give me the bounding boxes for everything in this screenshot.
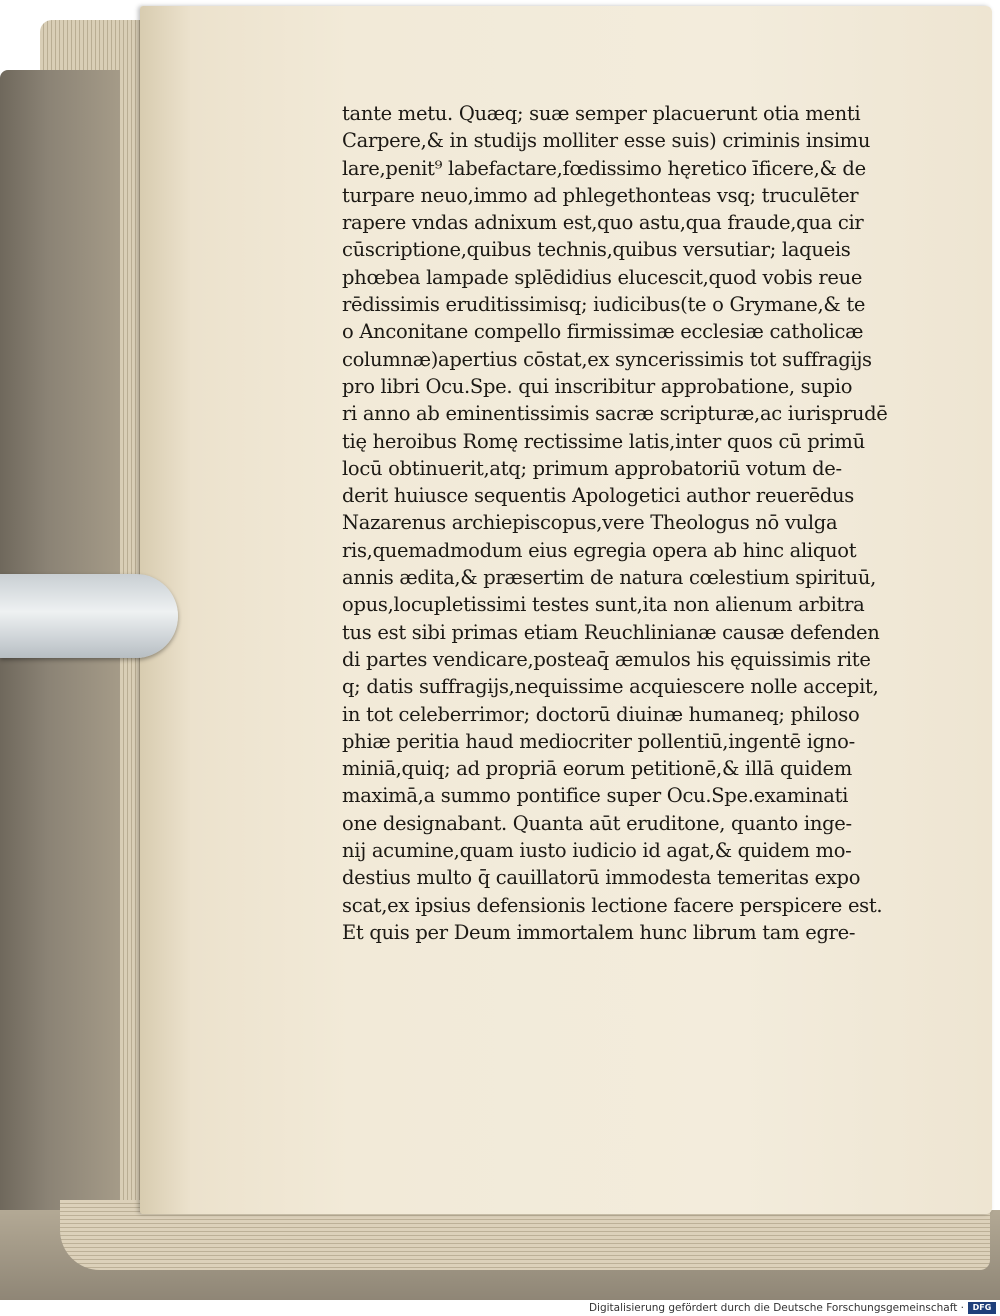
- dfg-logo: DFG: [968, 1302, 996, 1314]
- text-line: rēdissimis eruditissimisq; iudicibus(te o Grymane,& te: [342, 293, 866, 317]
- text-line: rapere vndas adnixum est,quo astu,qua fraude,qua cir: [342, 211, 864, 235]
- text-line: Et quis per Deum immortalem hunc librum tam egre-: [342, 920, 856, 944]
- text-line: q; datis suffragijs,nequissime acquiescere nolle accepit,: [342, 675, 879, 699]
- text-line: Carpere,& in studijs molliter esse suis) criminis insimu: [342, 129, 871, 153]
- text-line: scat,ex ipsius defensionis lectione facere perspicere est.: [342, 893, 883, 917]
- text-line: phiæ peritia haud mediocriter pollentiū,ingentē igno-: [342, 729, 855, 753]
- text-line: nij acumine,quam iusto iudicio id agat,& quidem mo-: [342, 839, 852, 863]
- text-line: annis ædita,& præsertim de natura cœlestium spirituū,: [342, 566, 877, 590]
- text-line: in tot celeberrimor; doctorū diuinæ humaneq; philoso: [342, 702, 860, 726]
- text-line: destius multo q̄ cauillatorū immodesta temeritas expo: [342, 866, 861, 890]
- text-line: tante metu. Quæq; suæ semper placuerunt otia menti: [342, 102, 861, 125]
- text-line: di partes vendicare,posteaq̄ æmulos his ęquissimis rite: [342, 647, 871, 671]
- text-line: maximā,a summo pontifice super Ocu.Spe.examinati: [342, 784, 849, 808]
- text-line: lare,penit⁹ labefactare,fœdissimo hęretico īficere,& de: [342, 156, 866, 180]
- text-line: one designabant. Quanta aūt eruditone, quanto inge-: [342, 811, 852, 835]
- digitization-credit: Digitalisierung gefördert durch die Deutsche Forschungsgemeinschaft ·: [588, 1302, 964, 1314]
- text-line: locū obtinuerit,atq; primum approbatoriū votum de-: [342, 456, 842, 480]
- page-text-block: [342, 100, 922, 946]
- text-line: phœbea lampade splēdidius elucescit,quod vobis reue: [342, 265, 863, 289]
- book-cover: [0, 70, 120, 1300]
- text-line: ris,quemadmodum eius egregia opera ab hinc aliquot: [342, 538, 857, 562]
- text-line: derit huiusce sequentis Apologetici author reuerēdus: [342, 484, 855, 508]
- text-line: turpare neuo,immo ad phlegethonteas vsq; truculēter: [342, 183, 859, 207]
- text-line: tus est sibi primas etiam Reuchlinianæ causæ defenden: [342, 620, 880, 644]
- text-line: columnæ)apertius cōstat,ex syncerissimis tot suffragijs: [342, 347, 872, 371]
- text-line: opus,locupletissimi testes sunt,ita non alienum arbitra: [342, 593, 865, 617]
- text-line: Nazarenus archiepiscopus,vere Theologus nō vulga: [342, 511, 838, 535]
- text-line: ri anno ab eminentissimis sacræ scripturæ,ac iurisprudē: [342, 402, 888, 426]
- text-line: pro libri Ocu.Spe. qui inscribitur approbatione, supio: [342, 374, 853, 398]
- text-line: o Anconitane compello firmissimæ ecclesiæ catholicæ: [342, 320, 864, 344]
- page-clamp: [0, 574, 178, 658]
- text-line: cūscriptione,quibus technis,quibus versutiar; laqueis: [342, 238, 851, 262]
- text-line: miniā,quiq; ad propriā eorum petitionē,& illā quidem: [342, 757, 852, 781]
- text-line: tię heroibus Romę rectissime latis,inter quos cū primū: [342, 429, 865, 453]
